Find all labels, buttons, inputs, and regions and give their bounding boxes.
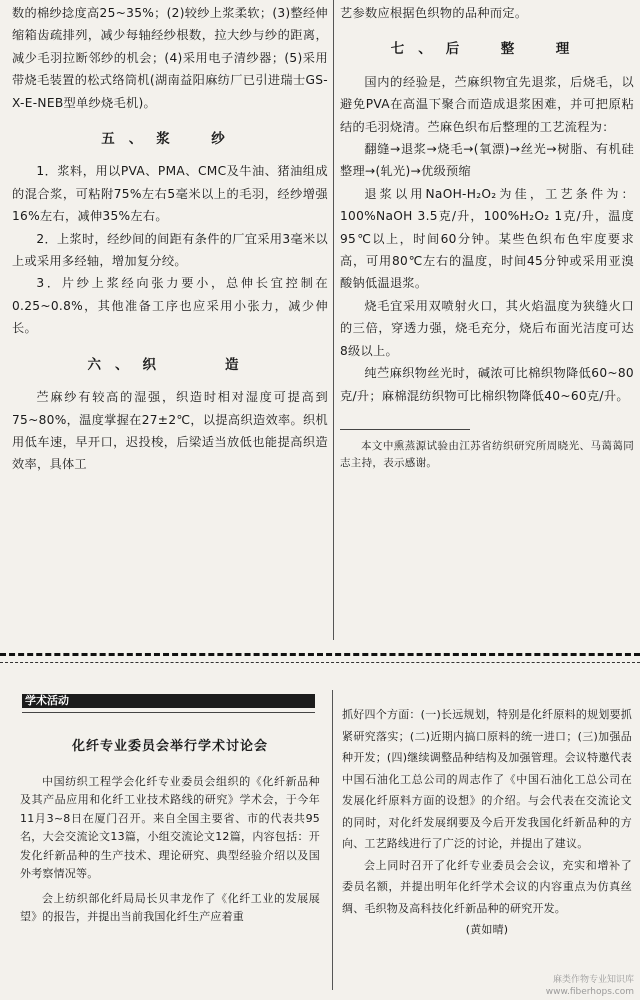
article-byline: (黄如晴)	[465, 923, 509, 936]
section-5-paragraph-2: 2．上浆时，经纱间的间距有条件的厂宜采用3毫米以上或采用多经轴，增加复分绞。	[12, 231, 328, 269]
tag-underline	[22, 712, 315, 713]
lower-column-divider	[332, 690, 333, 990]
section-7-paragraph-1: 国内的经验是，苎麻织物宜先退浆，后烧毛，以避免PVA在高温下聚合而造成退浆困难，并可把原粘结的毛羽烧清。苎麻色织布后整理的工艺流程为：	[340, 74, 634, 134]
upper-left-column	[12, 2, 328, 476]
acknowledgement: 本文中熏蒸源试验由江苏省纺织研究所周晓光、马蔼蔼同志主持，表示感谢。	[340, 439, 634, 469]
continued-line: 艺参数应根据色织物的品种而定。	[340, 6, 528, 20]
acknowledgement-rule	[340, 429, 470, 430]
academic-right-column	[342, 704, 632, 941]
section-separator	[0, 653, 640, 662]
upper-right-column	[340, 2, 634, 472]
intro-paragraph: 数的棉纱捻度高25~35%；(2)较纱上浆柔软；(3)整经伸缩箱齿疏排列，减少每轴经纱根数，拉大纱与纱的距离，减少毛羽拉断邻纱的机会；(4)采用电子清纱器；(5)采用带烧毛装置的松式络筒机(湖南益阳麻纺厂已引进瑞士GS-X-E-NEB型单纱烧毛机)。	[12, 6, 328, 110]
section-7-paragraph-2: 退浆以用NaOH-H₂O₂为佳，工艺条件为：100%NaOH 3.5克/升，100%H₂O₂ 1克/升，温度95℃以上，时间60分钟。某些色织布色牢度要求高，可用80℃左右的温度，时间45分钟或采用亚溴酸钠低温退浆。	[340, 186, 634, 291]
watermark-line-1: 麻类作物专业知识库	[552, 975, 634, 985]
section-6-paragraph-1: 苎麻纱有较高的湿强，织造时相对湿度可提高到75~80%，温度掌握在27±2℃，以提高织造效率。织机用低车速，早开口，迟投梭，后梁适当放低也能提高织造效率，具体工	[12, 390, 328, 472]
article-paragraph-4: 会上同时召开了化纤专业委员会会议，充实和增补了委员名额，并提出明年化纤学术会议的内容重点为仿真丝绸、毛织物及高科技化纤新品种的研究开发。	[342, 858, 632, 915]
section-5-paragraph-1: 1．浆料，用以PVA、PMA、CMC及牛油、猪油组成的混合浆，可粘附75%左右5毫米以上的毛羽，经纱增强16%左右，减伸35%左右。	[12, 164, 328, 224]
section-7-title: 七、后 整 理	[390, 41, 584, 58]
column-tag: 学术活动	[22, 694, 315, 708]
article-paragraph-3: 抓好四个方面：(一)长远规划，特别是化纤原料的规划要抓紧研究落实；(二)近期内搞口原料的统一进口；(三)加强品种开发；(四)继续调整品种结构及加强管理。会议特邀代表中国石油化工总公司的周志作了《中国石油化工总公司在发展化纤原料方面的设想》的介绍。与会代表在交流论文的同时，对化纤发展纲要及今后开发我国化纤新品种的方向、工艺路线进行了广泛的讨论，并提出了建议。	[342, 708, 632, 850]
section-separator-thin	[0, 662, 640, 663]
academic-left-column	[20, 738, 320, 927]
watermark	[546, 974, 634, 998]
section-5-paragraph-3: 3．片纱上浆经向张力要小，总伸长宜控制在0.25~0.8%，其他准备工序也应采用小张力，减少伸长。	[12, 276, 328, 336]
section-7-paragraph-4: 纯苎麻织物丝光时，碱浓可比棉织物降低60~80克/升；麻棉混纺织物可比棉织物降低40~60克/升。	[340, 366, 634, 403]
article-paragraph-1: 中国纺织工程学会化纤专业委员会组织的《化纤新品种及其产品应用和化纤工业技术路线的研究》学术会，于今年11月3~8日在厦门召开。来自全国主要省、市的代表共95名，大会交流论文13篇，小组交流论文12篇，内容包括：开发化纤新品种的生产技术、理论研究、典型经验介绍以及国外考察情况等。	[20, 774, 320, 880]
section-7-paragraph-3: 烧毛宜采用双喷射火口，其火焰温度为狭缝火口的三倍，穿透力强，烧毛充分，烧后布面光洁度可达8级以上。	[340, 298, 634, 358]
process-flow: 翻缝→退浆→烧毛→(氧漂)→丝光→树脂、有机硅整理→(轧光)→优级预缩	[340, 142, 634, 179]
article-paragraph-2: 会上纺织部化纤局局长贝聿龙作了《化纤工业的发展展望》的报告，并提出当前我国化纤生产应着重	[20, 891, 320, 923]
section-6-title: 六、织 造	[87, 356, 253, 373]
article-title: 化纤专业委员会举行学术讨论会	[71, 739, 268, 754]
section-5-title: 五、浆 纱	[101, 131, 239, 148]
column-divider	[333, 0, 334, 640]
watermark-line-2: www.fiberhops.com	[545, 987, 634, 997]
